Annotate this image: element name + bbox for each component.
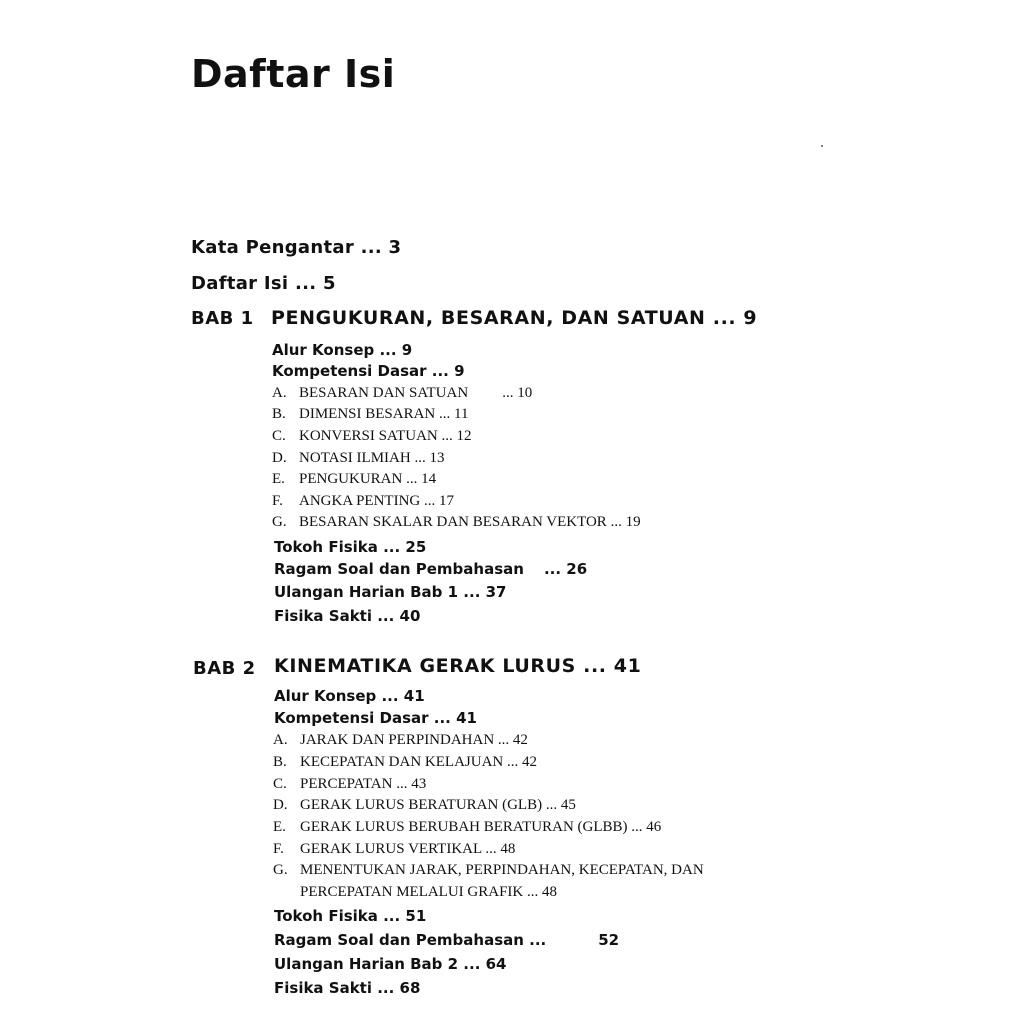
chapter-2-section-a[interactable] bbox=[273, 732, 528, 749]
entry-title: Ragam Soal dan Pembahasan ... bbox=[274, 931, 547, 949]
chapter-2-section-d[interactable] bbox=[273, 797, 576, 814]
chapter-1-section-b[interactable] bbox=[272, 406, 468, 423]
section-letter: F. bbox=[272, 493, 283, 509]
chapter-1-number: BAB 1 bbox=[191, 308, 254, 329]
section-letter: E. bbox=[272, 471, 285, 487]
chapter-2-section-c[interactable] bbox=[273, 776, 426, 793]
section-letter: C. bbox=[272, 428, 286, 444]
chapter-1-ulangan-harian[interactable]: Ulangan Harian Bab 1 ... 37 bbox=[274, 583, 507, 601]
scan-speck bbox=[821, 145, 823, 147]
section-letter: D. bbox=[272, 450, 287, 466]
section-title: BESARAN DAN SATUAN bbox=[299, 385, 469, 401]
chapter-1-section-e[interactable] bbox=[272, 471, 436, 488]
entry-title: Ragam Soal dan Pembahasan bbox=[274, 560, 524, 578]
entry-page: ... 26 bbox=[543, 560, 588, 578]
section-title: JARAK DAN PERPINDAHAN ... 42 bbox=[300, 732, 528, 748]
chapter-1-fisika-sakti[interactable]: Fisika Sakti ... 40 bbox=[274, 607, 421, 625]
chapter-2-tokoh-fisika[interactable]: Tokoh Fisika ... 51 bbox=[274, 907, 427, 925]
section-letter: B. bbox=[272, 406, 286, 422]
section-letter: B. bbox=[273, 754, 287, 770]
chapter-2-alur-konsep[interactable]: Alur Konsep ... 41 bbox=[274, 687, 425, 705]
chapter-2-number: BAB 2 bbox=[193, 658, 256, 679]
chapter-2-section-b[interactable] bbox=[273, 754, 537, 771]
section-title: GERAK LURUS BERATURAN (GLB) ... 45 bbox=[300, 797, 576, 813]
chapter-1-tokoh-fisika[interactable]: Tokoh Fisika ... 25 bbox=[274, 538, 427, 556]
section-title: NOTASI ILMIAH ... 13 bbox=[299, 450, 445, 466]
chapter-1-kompetensi-dasar[interactable]: Kompetensi Dasar ... 9 bbox=[272, 362, 465, 380]
chapter-1-section-f[interactable] bbox=[272, 493, 454, 510]
chapter-1-section-a[interactable] bbox=[272, 385, 532, 402]
section-page: ... 10 bbox=[502, 385, 533, 401]
section-letter: G. bbox=[272, 514, 287, 530]
chapter-2-section-f[interactable] bbox=[273, 841, 515, 858]
section-title: GERAK LURUS BERUBAH BERATURAN (GLBB) ... 46 bbox=[300, 819, 662, 835]
section-title: DIMENSI BESARAN ... 11 bbox=[299, 406, 469, 422]
chapter-2-section-g-continuation: PERCEPATAN MELALUI GRAFIK ... 48 bbox=[300, 884, 558, 900]
chapter-1-title[interactable]: PENGUKURAN, BESARAN, DAN SATUAN ... 9 bbox=[271, 307, 758, 329]
page-title: Daftar Isi bbox=[191, 52, 396, 96]
section-title: GERAK LURUS VERTIKAL ... 48 bbox=[300, 841, 516, 857]
section-letter: F. bbox=[273, 841, 284, 857]
toc-entry-daftar-isi[interactable]: Daftar Isi ... 5 bbox=[191, 273, 336, 294]
toc-entry-kata-pengantar[interactable]: Kata Pengantar ... 3 bbox=[191, 237, 402, 258]
chapter-2-title[interactable]: KINEMATIKA GERAK LURUS ... 41 bbox=[274, 655, 642, 677]
section-title: ANGKA PENTING ... 17 bbox=[299, 493, 454, 509]
section-letter: A. bbox=[272, 385, 287, 401]
entry-page: 52 bbox=[598, 931, 620, 949]
chapter-2-section-e[interactable] bbox=[273, 819, 661, 836]
section-letter: C. bbox=[273, 776, 287, 792]
chapter-2-ulangan-harian[interactable]: Ulangan Harian Bab 2 ... 64 bbox=[274, 955, 507, 973]
chapter-1-section-g[interactable] bbox=[272, 514, 641, 531]
chapter-1-ragam-soal[interactable] bbox=[274, 560, 587, 578]
chapter-1-alur-konsep[interactable]: Alur Konsep ... 9 bbox=[272, 341, 413, 359]
section-title: MENENTUKAN JARAK, PERPINDAHAN, KECEPATAN, DAN bbox=[300, 862, 704, 878]
chapter-2-section-g[interactable] bbox=[273, 862, 704, 879]
section-letter: G. bbox=[273, 862, 288, 878]
chapter-2-fisika-sakti[interactable]: Fisika Sakti ... 68 bbox=[274, 979, 421, 997]
chapter-1-section-d[interactable] bbox=[272, 450, 444, 467]
section-title: KECEPATAN DAN KELAJUAN ... 42 bbox=[300, 754, 537, 770]
section-letter: D. bbox=[273, 797, 288, 813]
section-title: KONVERSI SATUAN ... 12 bbox=[299, 428, 472, 444]
section-title: BESARAN SKALAR DAN BESARAN VEKTOR ... 19 bbox=[299, 514, 641, 530]
section-letter: E. bbox=[273, 819, 286, 835]
section-title: PERCEPATAN ... 43 bbox=[300, 776, 427, 792]
chapter-2-kompetensi-dasar[interactable]: Kompetensi Dasar ... 41 bbox=[274, 709, 477, 727]
section-title: PENGUKURAN ... 14 bbox=[299, 471, 437, 487]
section-letter: A. bbox=[273, 732, 288, 748]
chapter-2-ragam-soal[interactable] bbox=[274, 931, 619, 949]
chapter-1-section-c[interactable] bbox=[272, 428, 472, 445]
